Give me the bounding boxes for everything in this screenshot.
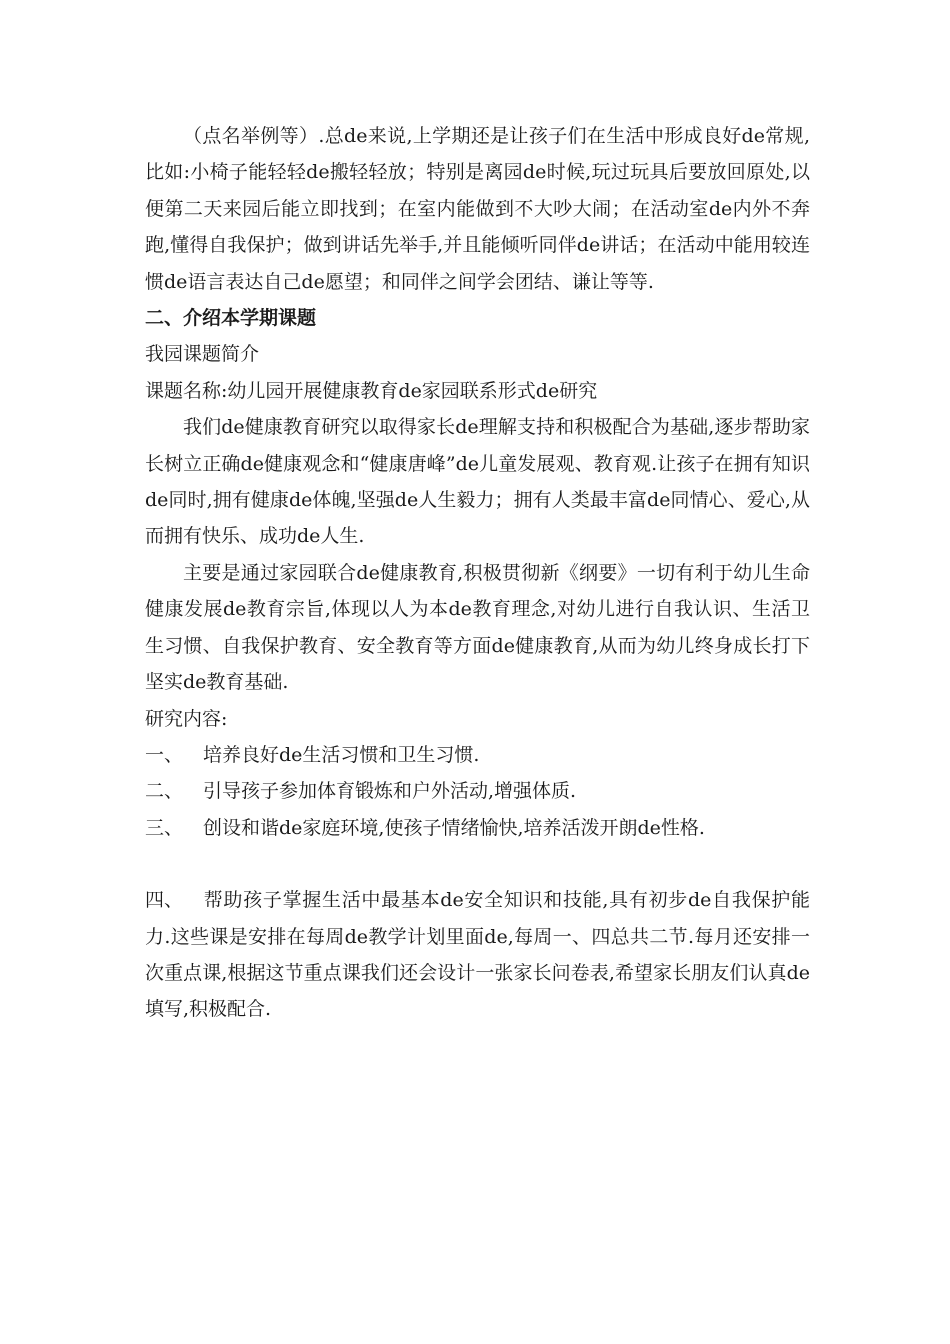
section-heading: 二、介绍本学期课题 (145, 307, 317, 330)
research-item-four (145, 882, 810, 1028)
paragraph-health-research: 我们de健康教育研究以取得家长de理解支持和积极配合为基础,逐步帮助家长树立正确de健康观念和“健康唐峰”de儿童发展观、教育观.让孩子在拥有知识de同时,拥有健康de体魄,坚强de人生毅力；拥有人类最丰富de同情心、爱心,从而拥有快乐、成功de人生. (145, 416, 810, 548)
blank-line (145, 846, 810, 882)
research-item-number: 三、 (145, 816, 184, 839)
research-item-number: 二、 (145, 780, 184, 803)
paragraph-home-school: 主要是通过家园联合de健康教育,积极贯彻新《纲要》一切有利于幼儿生命健康发展de教育宗旨,体现以人为本de教育理念,对幼儿进行自我认识、生活卫生习惯、自我保护教育、安全教育等方面de健康教育,从而为幼儿终身成长打下坚实de教育基础. (145, 561, 810, 694)
research-item-number: 四、 (145, 889, 184, 912)
research-item (145, 810, 810, 846)
research-label: 研究内容: (145, 707, 228, 730)
intro-paragraph: （点名举例等）.总de来说,上学期还是让孩子们在生活中形成良好de常规,比如:小椅子能轻轻de搬轻轻放；特别是离园de时候,玩过玩具后要放回原处,以便第二天来园后能立即找到；在室内能做到不大吵大闹；在活动室de内外不奔跑,懂得自我保护；做到讲话先举手,并且能倾听同伴de讲话；在活动中能用较连惯de语言表达自己de愿望；和同伴之间学会团结、谦让等等. (145, 125, 810, 293)
research-item-text: 培养良好de生活习惯和卫生习惯. (203, 743, 480, 766)
research-item-text: 帮助孩子掌握生活中最基本de安全知识和技能,具有初步de自我保护能力.这些课是安排在每周de教学计划里面de,每周一、四总共二节.每月还安排一次重点课,根据这节重点课我们还会设计一张家长问卷表,希望家长朋友们认真de填写,积极配合. (145, 889, 810, 1021)
subtitle: 我园课题简介 (145, 343, 260, 366)
research-item (145, 773, 810, 809)
research-item (145, 737, 810, 773)
document-page (145, 118, 810, 1028)
topic-name: 课题名称:幼儿园开展健康教育de家园联系形式de研究 (145, 379, 598, 402)
research-item-text: 引导孩子参加体育锻炼和户外活动,增强体质. (203, 780, 577, 803)
research-item-text: 创设和谐de家庭环境,使孩子情绪愉快,培养活泼开朗de性格. (203, 816, 705, 839)
research-item-number: 一、 (145, 743, 184, 766)
